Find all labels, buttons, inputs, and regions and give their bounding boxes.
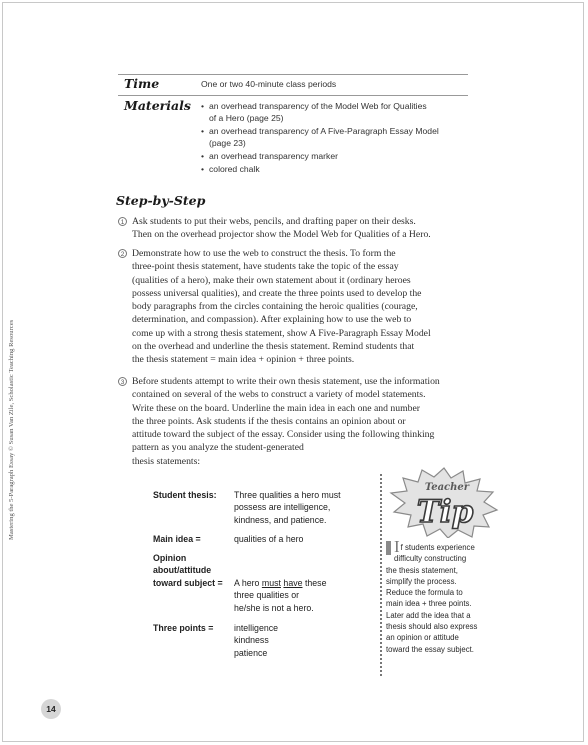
page-number: 14 — [41, 699, 61, 719]
divider-rule — [118, 74, 468, 75]
tip-accent-bar — [386, 541, 391, 555]
list-item: • colored chalk — [201, 164, 260, 174]
time-value: One or two 40-minute class periods — [201, 79, 337, 89]
step-3: 3 Before students attempt to write their own thesis statement, use the information contained on several of the webs to construct a variety of model statements. Write these on the board. Underline the main idea in each one and number the three points. Ask students if the thesis contains an opinion about or attitude toward the subject of the essay. Consider using the following thinking pattern as you analyze the student-generated thesis statements: — [118, 375, 498, 468]
side-credit — [8, 250, 24, 540]
step-2: 2 Demonstrate how to use the web to construct the thesis. To form the three-point thesis statement, have students take the topic of the essay (qualities of a hero), make their own statement about it (ordinary heroes possess universal qualities), and create the three points used to develop the body paragraphs from the circles containing the heroic qualities (courage, determination, and compassion). After explaining how to use the web to come up with a strong thesis statement, show A Five-Paragraph Essay Model on the overhead and underline the thesis statement. Remind students that the thesis statement = main idea + opinion + three points. — [118, 247, 498, 367]
drop-cap: I — [394, 537, 400, 556]
step-by-step-heading: Step-by-Step — [116, 193, 206, 208]
opinion-value: A hero must have these three qualities or he/she is not a hero. — [234, 578, 327, 613]
student-thesis-value: Three qualities a hero must possess are intelligence, kindness, and patience. — [234, 490, 341, 525]
list-item: • an overhead transparency marker — [201, 151, 338, 161]
student-thesis-label: Student thesis: — [153, 490, 217, 500]
main-idea-value: qualities of a hero — [234, 534, 304, 544]
divider-rule — [118, 95, 468, 96]
main-idea-label: Main idea = — [153, 534, 201, 544]
badge-teacher-text: Teacher — [424, 482, 470, 493]
step-number: 1 — [118, 217, 127, 226]
list-item: • an overhead transparency of A Five-Paragraph Essay Model (page 23) — [201, 126, 439, 148]
three-points-label: Three points = — [153, 623, 214, 633]
time-label: Time — [124, 76, 160, 91]
list-item: • an overhead transparency of the Model Web for Qualities of a Hero (page 25) — [201, 101, 427, 123]
teacher-tip-text: If students experience difficulty constructing the thesis statement, simplify the process. Reduce the formula to main idea + three points. Later add the idea that a thesis should also express an opinion or attitude toward the essay subject. — [386, 537, 478, 654]
materials-label: Materials — [124, 98, 191, 113]
step-number: 2 — [118, 249, 127, 258]
badge-tip-text: Tip — [416, 494, 474, 530]
three-points-value: intelligence kindness patience — [234, 623, 279, 658]
side-credit-text: Mastering the 5-Paragraph Essay © Susan Van Zile, Scholastic Teaching Resources — [8, 319, 15, 540]
dotted-divider — [380, 474, 382, 676]
step-number: 3 — [118, 377, 127, 386]
teacher-tip-badge — [385, 466, 503, 538]
opinion-label: Opinion about/attitude toward subject = — [153, 553, 223, 588]
materials-list — [201, 100, 439, 176]
step-1: 1 Ask students to put their webs, pencils, and drafting paper on their desks. Then on the overhead projector show the Model Web for Qualities of a Hero. — [118, 215, 498, 242]
